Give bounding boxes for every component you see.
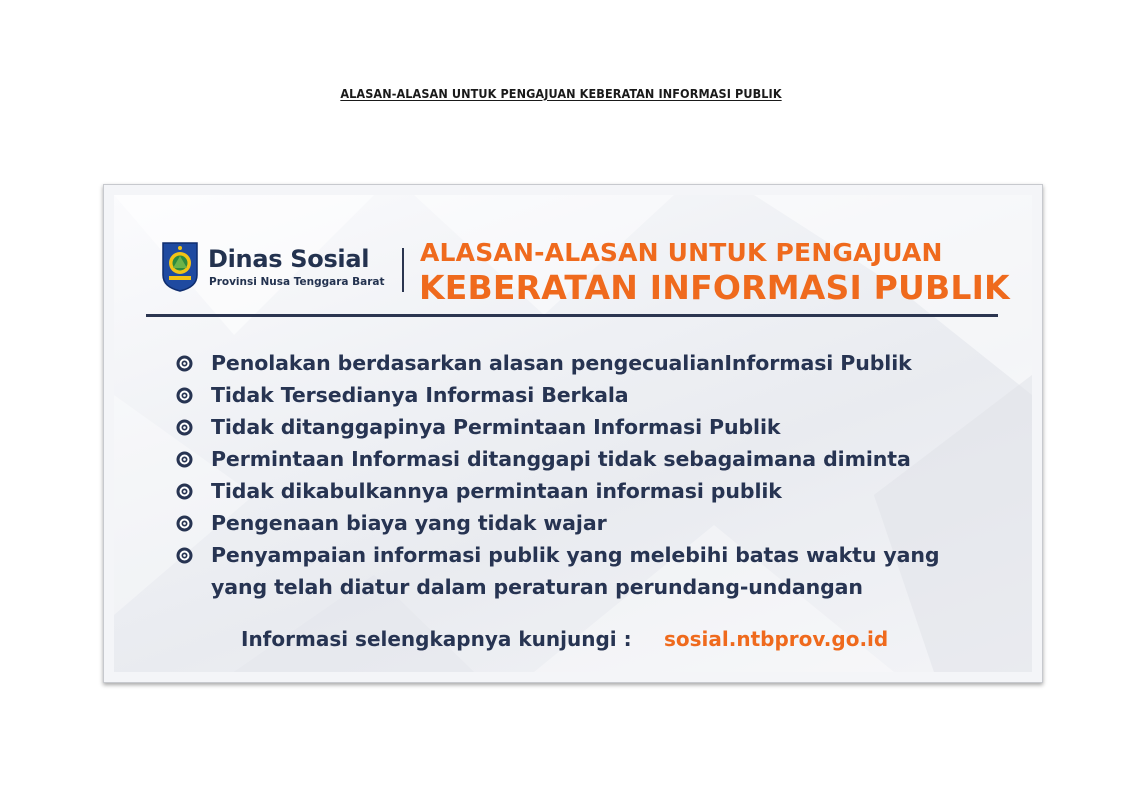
header-divider <box>402 248 404 292</box>
gear-bullet-icon <box>176 515 193 532</box>
footer-label: Informasi selengkapnya kunjungi : <box>241 627 632 651</box>
gear-bullet-icon <box>176 387 193 404</box>
list-item-text: Tidak ditanggapinya Permintaan Informasi Publik <box>211 415 781 439</box>
gear-bullet-icon <box>176 451 193 468</box>
header-rule <box>146 314 998 317</box>
list-item-text: Pengenaan biaya yang tidak wajar <box>211 511 607 535</box>
gear-bullet-icon <box>176 355 193 372</box>
list-item <box>176 411 939 443</box>
info-banner-image <box>103 184 1043 683</box>
document-title: ALASAN-ALASAN UNTUK PENGAJUAN KEBERATAN INFORMASI PUBLIK <box>340 86 782 101</box>
ntb-province-emblem-icon <box>161 241 199 293</box>
list-item <box>176 443 939 475</box>
gear-bullet-icon <box>176 419 193 436</box>
list-item-text-line2: yang telah diatur dalam peraturan perundang-undangan <box>211 575 863 599</box>
brand-subtitle: Provinsi Nusa Tenggara Barat <box>209 276 385 288</box>
banner-heading-line2: KEBERATAN INFORMASI PUBLIK <box>419 268 1010 307</box>
list-item <box>176 539 939 603</box>
list-item-text: Permintaan Informasi ditanggapi tidak sebagaimana diminta <box>211 447 911 471</box>
list-item-text: Tidak dikabulkannya permintaan informasi publik <box>211 479 782 503</box>
brand-name: Dinas Sosial <box>208 245 370 273</box>
list-item-text: Penolakan berdasarkan alasan pengecualianInformasi Publik <box>211 351 912 375</box>
list-item <box>176 379 939 411</box>
list-item <box>176 507 939 539</box>
footer-url: sosial.ntbprov.go.id <box>664 627 889 651</box>
banner-inner <box>114 195 1032 672</box>
gear-bullet-icon <box>176 547 193 564</box>
list-item <box>176 347 939 379</box>
list-item <box>176 475 939 507</box>
gear-bullet-icon <box>176 483 193 500</box>
list-item-text: Tidak Tersedianya Informasi Berkala <box>211 383 629 407</box>
banner-heading-line1: ALASAN-ALASAN UNTUK PENGAJUAN <box>420 238 943 267</box>
reasons-list <box>176 347 939 603</box>
list-item-text-line1: Penyampaian informasi publik yang melebihi batas waktu yang <box>211 543 940 567</box>
